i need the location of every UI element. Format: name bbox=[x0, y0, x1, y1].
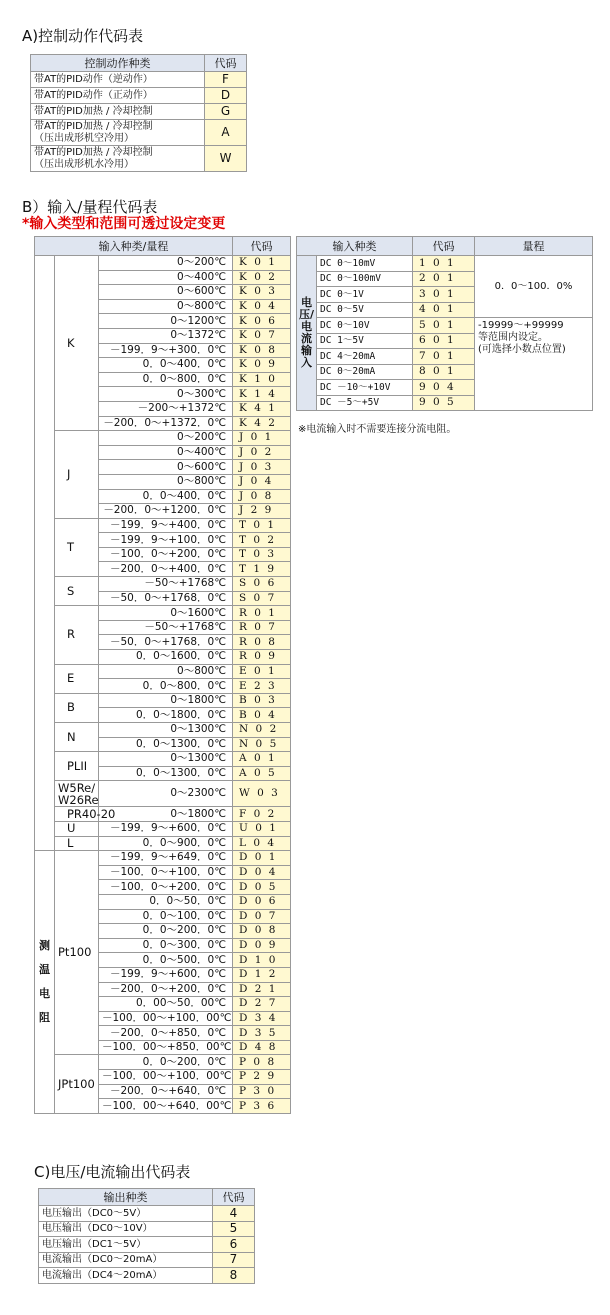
input-kind-cell: DC －5～+5V bbox=[317, 395, 413, 411]
control-kind-line1: 带AT的PID动作（正动作） bbox=[34, 89, 153, 101]
range-cell: 0～1800℃ bbox=[99, 807, 233, 822]
range-cell: 0．0～300．0℃ bbox=[99, 938, 233, 953]
range-cell: －50．0～+1768．0℃ bbox=[99, 591, 233, 606]
code-cell: K 0 8 bbox=[233, 343, 291, 358]
range-cell: 0．0～400．0℃ bbox=[99, 358, 233, 373]
code-cell: N 0 2 bbox=[233, 723, 291, 738]
input-range-table bbox=[34, 236, 291, 1114]
range-percent: 0．0～100．0% bbox=[494, 280, 573, 292]
code-cell: 4 0 1 bbox=[413, 302, 475, 318]
range-cell: －200．0～+1372．0℃ bbox=[99, 416, 233, 431]
range-cell bbox=[475, 318, 593, 411]
range-cell: 0．0～200．0℃ bbox=[99, 1055, 233, 1070]
code-cell: K 4 2 bbox=[233, 416, 291, 431]
range-cell: 0～200℃ bbox=[99, 256, 233, 271]
range-cell: 0．0～800．0℃ bbox=[99, 372, 233, 387]
code-cell: W 0 3 bbox=[233, 781, 291, 807]
code-cell: L 0 4 bbox=[233, 836, 291, 851]
control-kind-line1: 带AT的PID动作（逆动作） bbox=[34, 73, 153, 85]
code-cell: U 0 1 bbox=[233, 821, 291, 836]
code-cell: D 2 1 bbox=[233, 982, 291, 997]
table-row bbox=[35, 836, 291, 851]
range-cell: 0．0～100．0℃ bbox=[99, 909, 233, 924]
code-cell: P 0 8 bbox=[233, 1055, 291, 1070]
control-kind-line2: （压出成形机空冷用） bbox=[34, 132, 134, 144]
input-type-cell: N bbox=[55, 723, 99, 752]
table-row bbox=[35, 807, 291, 822]
code-cell: K 0 1 bbox=[233, 256, 291, 271]
code-cell: R 0 1 bbox=[233, 606, 291, 621]
table-row bbox=[35, 851, 291, 866]
range-cell: 0．00～50．00℃ bbox=[99, 997, 233, 1012]
range-cell: －200．0～+400．0℃ bbox=[99, 562, 233, 577]
table-row bbox=[35, 256, 291, 271]
input-kind-cell: DC 1～5V bbox=[317, 333, 413, 349]
code-cell: B 0 3 bbox=[233, 693, 291, 708]
range-cell: －200～+1372℃ bbox=[99, 401, 233, 416]
range-cell: 0．0～1600．0℃ bbox=[99, 650, 233, 665]
range-cell: －100．00～+100．00℃ bbox=[99, 1011, 233, 1026]
control-kind-cell bbox=[31, 104, 205, 120]
range-cell: －199．9～+400．0℃ bbox=[99, 518, 233, 533]
range-cell: 0．0～1800．0℃ bbox=[99, 708, 233, 723]
section-c-title: C)电压/电流输出代码表 bbox=[34, 1163, 191, 1181]
code-cell: R 0 7 bbox=[233, 620, 291, 635]
code-cell: E 0 1 bbox=[233, 664, 291, 679]
code-cell: J 0 3 bbox=[233, 460, 291, 475]
code-cell: R 0 9 bbox=[233, 650, 291, 665]
voltage-current-input-table bbox=[296, 236, 593, 411]
table-row bbox=[31, 104, 247, 120]
control-kind-line1: 带AT的PID加热 / 冷却控制 bbox=[34, 105, 153, 117]
range-cell: 0．0～50．0℃ bbox=[99, 894, 233, 909]
control-kind-cell bbox=[31, 146, 205, 172]
table-row bbox=[35, 431, 291, 446]
code-cell: D 0 7 bbox=[233, 909, 291, 924]
code-cell: 6 0 1 bbox=[413, 333, 475, 349]
input-kind-cell: DC 0～5V bbox=[317, 302, 413, 318]
code-cell: K 4 1 bbox=[233, 401, 291, 416]
input-type-cell: W5Re/ W26Re bbox=[55, 781, 99, 807]
range-cell: －199．9～+100．0℃ bbox=[99, 533, 233, 548]
header-code: 代码 bbox=[413, 237, 475, 256]
input-type-cell: E bbox=[55, 664, 99, 693]
range-cell: 0～1300℃ bbox=[99, 752, 233, 767]
code-cell: A 0 5 bbox=[233, 766, 291, 781]
code-cell: J 0 8 bbox=[233, 489, 291, 504]
input-type-cell: J bbox=[55, 431, 99, 519]
input-kind-cell: DC 0～10mV bbox=[317, 256, 413, 272]
range-cell: －100．00～+100．00℃ bbox=[99, 1070, 233, 1085]
code-cell: J 0 1 bbox=[233, 431, 291, 446]
range-cell: －100．00～+850．00℃ bbox=[99, 1040, 233, 1055]
table-row bbox=[39, 1237, 255, 1253]
code-cell: F 0 2 bbox=[233, 807, 291, 822]
range-cell: －200．0～+1200．0℃ bbox=[99, 504, 233, 519]
output-code-cell: 8 bbox=[213, 1268, 255, 1284]
range-cell: 0～1372℃ bbox=[99, 328, 233, 343]
code-cell: 1 0 1 bbox=[413, 256, 475, 272]
range-cell: 0．0～200．0℃ bbox=[99, 924, 233, 939]
code-cell: 9 0 5 bbox=[413, 395, 475, 411]
control-kind-cell bbox=[31, 88, 205, 104]
output-kind-cell: 电压输出（DC0～10V） bbox=[39, 1221, 213, 1237]
input-type-cell: L bbox=[55, 836, 99, 851]
code-cell: 3 0 1 bbox=[413, 287, 475, 303]
code-cell: J 0 4 bbox=[233, 474, 291, 489]
range-cell: 0．0～500．0℃ bbox=[99, 953, 233, 968]
header-range: 量程 bbox=[475, 237, 593, 256]
range-cell: 0．0～1300．0℃ bbox=[99, 737, 233, 752]
control-action-table bbox=[30, 54, 247, 172]
table-row bbox=[35, 577, 291, 592]
code-cell: 7 0 1 bbox=[413, 349, 475, 365]
table-row bbox=[35, 518, 291, 533]
range-cell: 0．0～900．0℃ bbox=[99, 836, 233, 851]
code-cell: P 3 6 bbox=[233, 1099, 291, 1114]
table-row bbox=[31, 88, 247, 104]
code-cell: D 0 4 bbox=[233, 865, 291, 880]
input-type-cell: K bbox=[55, 256, 99, 431]
code-cell: 8 0 1 bbox=[413, 364, 475, 380]
input-type-cell: S bbox=[55, 577, 99, 606]
table-row bbox=[39, 1252, 255, 1268]
table-row bbox=[297, 318, 593, 334]
input-kind-cell: DC 0～100mV bbox=[317, 271, 413, 287]
control-kind-cell bbox=[31, 120, 205, 146]
input-type-cell: T bbox=[55, 518, 99, 576]
code-cell: D 0 8 bbox=[233, 924, 291, 939]
range-cell: 0～2300℃ bbox=[99, 781, 233, 807]
output-kind-cell: 电流输出（DC0～20mA） bbox=[39, 1252, 213, 1268]
control-code-cell: D bbox=[205, 88, 247, 104]
range-cell: －199．9～+600．0℃ bbox=[99, 821, 233, 836]
code-cell: D 0 1 bbox=[233, 851, 291, 866]
code-cell: R 0 8 bbox=[233, 635, 291, 650]
input-kind-cell: DC 4～20mA bbox=[317, 349, 413, 365]
code-cell: 9 0 4 bbox=[413, 380, 475, 396]
code-cell: D 1 2 bbox=[233, 967, 291, 982]
thermocouple-side-blank bbox=[35, 256, 55, 851]
range-cell: 0～300℃ bbox=[99, 387, 233, 402]
code-cell: S 0 6 bbox=[233, 577, 291, 592]
code-cell: T 1 9 bbox=[233, 562, 291, 577]
output-kind-cell: 电压输出（DC0～5V） bbox=[39, 1206, 213, 1222]
output-code-cell: 5 bbox=[213, 1221, 255, 1237]
code-cell: 2 0 1 bbox=[413, 271, 475, 287]
range-cell: 0～800℃ bbox=[99, 664, 233, 679]
control-code-cell: G bbox=[205, 104, 247, 120]
code-cell: K 1 0 bbox=[233, 372, 291, 387]
code-cell: D 3 4 bbox=[233, 1011, 291, 1026]
section-b-subtitle: *输入类型和范围可透过设定变更 bbox=[22, 216, 226, 232]
code-cell: J 2 9 bbox=[233, 504, 291, 519]
code-cell: K 0 3 bbox=[233, 285, 291, 300]
header-code: 代码 bbox=[233, 237, 291, 256]
table-row bbox=[39, 1268, 255, 1284]
range-cell: 0．0～800．0℃ bbox=[99, 679, 233, 694]
range-cell: －50～+1768℃ bbox=[99, 620, 233, 635]
header-code: 代码 bbox=[205, 55, 247, 72]
code-cell: K 0 4 bbox=[233, 299, 291, 314]
table-row bbox=[35, 781, 291, 807]
table-row bbox=[35, 693, 291, 708]
table-row bbox=[31, 72, 247, 88]
current-input-note: ※电流输入时不需要连接分流电阻。 bbox=[298, 424, 457, 435]
table-row bbox=[35, 664, 291, 679]
table-row bbox=[35, 723, 291, 738]
code-cell: P 2 9 bbox=[233, 1070, 291, 1085]
range-cell: 0～200℃ bbox=[99, 431, 233, 446]
range-cell: 0～600℃ bbox=[99, 285, 233, 300]
input-type-cell: B bbox=[55, 693, 99, 722]
control-kind-line2: （压出成形机水冷用） bbox=[34, 158, 134, 170]
control-kind-line1: 带AT的PID加热 / 冷却控制 bbox=[34, 146, 153, 158]
section-b-title: B）输入/量程代码表 bbox=[22, 198, 158, 216]
header-output-kind: 输出种类 bbox=[39, 1189, 213, 1206]
table-row bbox=[35, 752, 291, 767]
code-cell: D 0 9 bbox=[233, 938, 291, 953]
output-code-cell: 4 bbox=[213, 1206, 255, 1222]
input-type-cell: U bbox=[55, 821, 99, 836]
table-row bbox=[35, 1055, 291, 1070]
range-cell: 0～800℃ bbox=[99, 299, 233, 314]
code-cell: N 0 5 bbox=[233, 737, 291, 752]
code-cell: P 3 0 bbox=[233, 1084, 291, 1099]
range-cell: －200．0～+200．0℃ bbox=[99, 982, 233, 997]
code-cell: K 0 7 bbox=[233, 328, 291, 343]
range-cell bbox=[475, 256, 593, 318]
rtd-side-label: 测温电阻 bbox=[35, 851, 55, 1114]
code-cell: 5 0 1 bbox=[413, 318, 475, 334]
range-cell: 0～1200℃ bbox=[99, 314, 233, 329]
range-cell: －100．0～+200．0℃ bbox=[99, 880, 233, 895]
output-kind-cell: 电流输出（DC4～20mA） bbox=[39, 1268, 213, 1284]
code-cell: T 0 2 bbox=[233, 533, 291, 548]
output-code-table bbox=[38, 1188, 255, 1284]
code-cell: D 1 0 bbox=[233, 953, 291, 968]
input-kind-cell: DC 0～10V bbox=[317, 318, 413, 334]
output-code-cell: 7 bbox=[213, 1252, 255, 1268]
code-cell: D 2 7 bbox=[233, 997, 291, 1012]
code-cell: J 0 2 bbox=[233, 445, 291, 460]
voltage-current-side-label: 电压/电流输入 bbox=[297, 256, 317, 411]
input-kind-cell: DC 0～1V bbox=[317, 287, 413, 303]
code-cell: A 0 1 bbox=[233, 752, 291, 767]
code-cell: E 2 3 bbox=[233, 679, 291, 694]
code-cell: T 0 1 bbox=[233, 518, 291, 533]
range-cell: －200．0～+850．0℃ bbox=[99, 1026, 233, 1041]
range-cell: 0～400℃ bbox=[99, 270, 233, 285]
table-row bbox=[35, 606, 291, 621]
input-kind-cell: DC －10～+10V bbox=[317, 380, 413, 396]
range-cell: －100．0～+100．0℃ bbox=[99, 865, 233, 880]
code-cell: K 0 9 bbox=[233, 358, 291, 373]
control-kind-line1: 带AT的PID加热 / 冷却控制 bbox=[34, 120, 153, 132]
control-kind-cell bbox=[31, 72, 205, 88]
header-input-kind: 输入种类/量程 bbox=[35, 237, 233, 256]
range-cell: －50．0～+1768．0℃ bbox=[99, 635, 233, 650]
control-code-cell: W bbox=[205, 146, 247, 172]
code-cell: T 0 3 bbox=[233, 547, 291, 562]
code-cell: D 0 6 bbox=[233, 894, 291, 909]
input-type-cell: Pt100 bbox=[55, 851, 99, 1055]
code-cell: K 0 2 bbox=[233, 270, 291, 285]
output-kind-cell: 电压输出（DC1～5V） bbox=[39, 1237, 213, 1253]
header-input-kind: 输入种类 bbox=[297, 237, 413, 256]
code-cell: B 0 4 bbox=[233, 708, 291, 723]
range-cell: －199．9～+600．0℃ bbox=[99, 967, 233, 982]
table-row bbox=[39, 1221, 255, 1237]
range-line2: 等范围内设定。 bbox=[478, 332, 548, 343]
range-cell: 0．0～400．0℃ bbox=[99, 489, 233, 504]
table-row bbox=[297, 256, 593, 272]
input-type-cell: PLII bbox=[55, 752, 99, 781]
range-cell: －100．00～+640．00℃ bbox=[99, 1099, 233, 1114]
range-cell: 0．0～1300．0℃ bbox=[99, 766, 233, 781]
control-code-cell: F bbox=[205, 72, 247, 88]
code-cell: K 0 6 bbox=[233, 314, 291, 329]
input-type-cell: R bbox=[55, 606, 99, 664]
range-cell: －50～+1768℃ bbox=[99, 577, 233, 592]
output-code-cell: 6 bbox=[213, 1237, 255, 1253]
table-row bbox=[31, 120, 247, 146]
range-cell: 0～1600℃ bbox=[99, 606, 233, 621]
range-cell: －100．0～+200．0℃ bbox=[99, 547, 233, 562]
range-cell: －200．0～+640．0℃ bbox=[99, 1084, 233, 1099]
range-cell: －199．9～+300．0℃ bbox=[99, 343, 233, 358]
table-row bbox=[35, 821, 291, 836]
code-cell: D 0 5 bbox=[233, 880, 291, 895]
range-cell: 0～600℃ bbox=[99, 460, 233, 475]
range-cell: 0～400℃ bbox=[99, 445, 233, 460]
code-cell: K 1 4 bbox=[233, 387, 291, 402]
code-cell: D 3 5 bbox=[233, 1026, 291, 1041]
header-kind: 控制动作种类 bbox=[31, 55, 205, 72]
code-cell: D 4 8 bbox=[233, 1040, 291, 1055]
table-row bbox=[39, 1206, 255, 1222]
control-code-cell: A bbox=[205, 120, 247, 146]
input-kind-cell: DC 0～20mA bbox=[317, 364, 413, 380]
range-cell: 0～1300℃ bbox=[99, 723, 233, 738]
range-cell: －199．9～+649．0℃ bbox=[99, 851, 233, 866]
range-line1: -19999～+99999 bbox=[478, 320, 564, 331]
range-cell: 0～1800℃ bbox=[99, 693, 233, 708]
section-a-title: A)控制动作代码表 bbox=[22, 27, 144, 45]
range-cell: 0～800℃ bbox=[99, 474, 233, 489]
input-type-cell: JPt100 bbox=[55, 1055, 99, 1113]
code-cell: S 0 7 bbox=[233, 591, 291, 606]
range-line3: (可选择小数点位置) bbox=[478, 344, 566, 355]
header-code: 代码 bbox=[213, 1189, 255, 1206]
table-row bbox=[31, 146, 247, 172]
input-type-cell: PR40-20 bbox=[55, 807, 99, 822]
